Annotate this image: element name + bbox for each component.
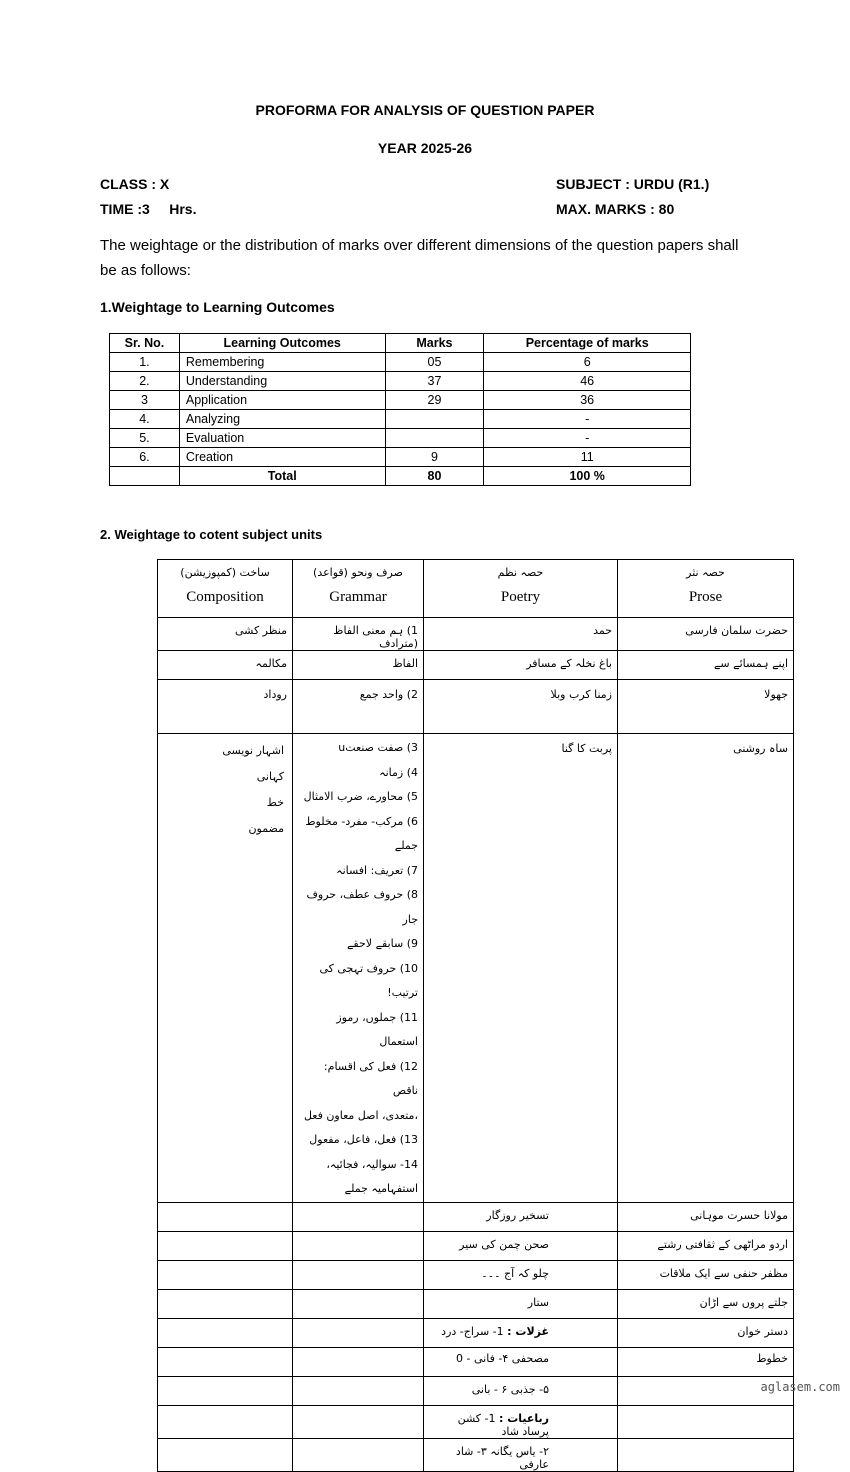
- table-header-row: [158, 560, 794, 618]
- header-marks: Marks: [385, 334, 484, 353]
- header-prose-urdu: حصہ نثر: [686, 566, 725, 579]
- list-item: 12) فعل کی اقسام: ناقص: [323, 1059, 418, 1097]
- cell-empty: [293, 1260, 424, 1289]
- cell-marks: 05: [385, 353, 484, 372]
- cell-poetry: صحن چمن کی سیر: [424, 1231, 618, 1260]
- cell-empty: [158, 1318, 293, 1347]
- cell-empty: [158, 1231, 293, 1260]
- header-composition-urdu: ساخت (کمپوزیشن): [180, 566, 270, 579]
- cell-empty: [158, 1260, 293, 1289]
- cell-sr: 1.: [110, 353, 180, 372]
- table-row: [158, 1289, 794, 1318]
- cell-percent: -: [484, 429, 691, 448]
- cell-total-label: Total: [179, 467, 385, 486]
- cell-grammar: 1) ہم معنی الفاظ (مترادف: [293, 618, 424, 651]
- cell-poetry: ۲- یاس یگانہ ۳- شاد عارفی: [424, 1438, 618, 1471]
- list-item: 10) حروف تہجی کی ترتیب!: [319, 961, 418, 999]
- cell-total-percent: 100 %: [484, 467, 691, 486]
- header-composition: [158, 560, 293, 618]
- table-row: [158, 1347, 794, 1376]
- cell-grammar-list: [293, 734, 424, 1203]
- header-poetry-english: Poetry: [500, 589, 541, 605]
- list-item: اشہار نویسی: [222, 744, 284, 757]
- cell-marks: [385, 410, 484, 429]
- cell-poetry: ۵- جذبی ۶ - بانی: [424, 1376, 618, 1405]
- cell-sr: 4.: [110, 410, 180, 429]
- cell-marks: 29: [385, 391, 484, 410]
- table-row: [158, 1405, 794, 1438]
- cell-total-marks: 80: [385, 467, 484, 486]
- list-item: مضمون: [248, 822, 284, 835]
- list-item: 9) سابقے لاحقے: [346, 937, 418, 950]
- table-row: [158, 1231, 794, 1260]
- cell-empty: [618, 1405, 794, 1438]
- cell-prose: مظفر حنفی سے ایک ملاقات: [618, 1260, 794, 1289]
- header-composition-english: Composition: [186, 589, 264, 605]
- table-row: [110, 353, 691, 372]
- cell-prose: حضرت سلمان فارسی: [618, 618, 794, 651]
- cell-prose: ساہ روشنی: [618, 734, 794, 1203]
- cell-poetry: باغ نخلہ کے مسافر: [424, 651, 618, 680]
- cell-prose: جلتے پروں سے اڑان: [618, 1289, 794, 1318]
- cell-empty: [293, 1231, 424, 1260]
- header-sr-no: Sr. No.: [110, 334, 180, 353]
- header-percentage: Percentage of marks: [484, 334, 691, 353]
- cell-percent: 11: [484, 448, 691, 467]
- cell-empty: [618, 1438, 794, 1471]
- cell-empty: [293, 1376, 424, 1405]
- cell-poetry: حمد: [424, 618, 618, 651]
- cell-poetry: ستار: [424, 1289, 618, 1318]
- cell-empty: [158, 1438, 293, 1471]
- cell-poetry: چلو کہ آج ۔۔۔: [424, 1260, 618, 1289]
- list-item: 13) فعل، فاعل، مفعول: [309, 1133, 418, 1146]
- cell-sr: 5.: [110, 429, 180, 448]
- table-row: [158, 1376, 794, 1405]
- cell-prose: مولانا حسرت موہانی: [618, 1202, 794, 1231]
- cell-composition-list: [158, 734, 293, 1203]
- cell-empty: [158, 1405, 293, 1438]
- table-row: [158, 618, 794, 651]
- max-marks-label: MAX. MARKS : 80: [556, 201, 675, 217]
- cell-poetry: [424, 1405, 618, 1438]
- list-item: خط: [266, 796, 284, 809]
- total-row: [110, 467, 691, 486]
- intro-paragraph: The weightage or the distribution of marks over different dimensions of the question papers shall be as follows:: [100, 237, 739, 279]
- list-item: 3) صفت صنعتu: [338, 741, 418, 754]
- cell-empty: [293, 1347, 424, 1376]
- table-row: [158, 651, 794, 680]
- cell-prose: خطوط: [618, 1347, 794, 1376]
- cell-grammar: 2) واحد جمع: [293, 680, 424, 734]
- cell-empty: [158, 1289, 293, 1318]
- cell-empty: [293, 1405, 424, 1438]
- list-item: 6) مرکب- مفرد- مخلوط جملے: [305, 814, 418, 852]
- cell-composition: روداد: [158, 680, 293, 734]
- list-item: 11) جملوں، رموز استعمال: [336, 1010, 418, 1048]
- cell-composition: منظر کشی: [158, 618, 293, 651]
- table-row: [158, 734, 794, 1203]
- cell-marks: 37: [385, 372, 484, 391]
- list-item: ،متعدی، اصل معاون فعل: [303, 1108, 418, 1122]
- cell-sr: 6.: [110, 448, 180, 467]
- table-row: [158, 1438, 794, 1471]
- cell-grammar: الفاظ: [293, 651, 424, 680]
- cell-empty: [293, 1438, 424, 1471]
- list-item: 8) حروف عطف، حروف جار: [306, 888, 418, 926]
- header-grammar-english: Grammar: [329, 589, 387, 605]
- rubai-poets: 1- کشن پرساد شاد: [457, 1411, 549, 1438]
- cell-marks: 9: [385, 448, 484, 467]
- cell-empty: [158, 1376, 293, 1405]
- section1-heading: 1.Weightage to Learning Outcomes: [100, 299, 335, 315]
- cell-percent: -: [484, 410, 691, 429]
- table-row: [110, 391, 691, 410]
- cell-prose: اردو مراٹھی کے ثقافتی رشتے: [618, 1231, 794, 1260]
- table-row: [158, 1202, 794, 1231]
- content-units-table: [157, 559, 794, 1472]
- table-row: [158, 680, 794, 734]
- footer-watermark: aglasem.com: [760, 1380, 840, 1394]
- cell-empty: [158, 1202, 293, 1231]
- section2-heading: 2. Weightage to cotent subject units: [100, 527, 323, 542]
- cell-sr: 3: [110, 391, 180, 410]
- subject-label: SUBJECT : URDU (R1.): [556, 176, 710, 192]
- cell-outcome: Application: [179, 391, 385, 410]
- ghazal-label: غزلات :: [507, 1324, 549, 1338]
- class-label: CLASS : X: [100, 176, 170, 192]
- cell-outcome: Analyzing: [179, 410, 385, 429]
- time-label: TIME :3 Hrs.: [100, 201, 197, 217]
- header-prose-english: Prose: [688, 589, 723, 605]
- header-learning-outcomes: Learning Outcomes: [179, 334, 385, 353]
- year-heading: YEAR 2025-26: [377, 140, 473, 156]
- table-header-row: [110, 334, 691, 353]
- cell-sr: 2.: [110, 372, 180, 391]
- cell-poetry: مصحفی ۴- فانی - 0: [424, 1347, 618, 1376]
- list-item: 5) محاورے، ضرب الامثال: [303, 790, 418, 803]
- cell-poetry: پربت کا گنا: [424, 734, 618, 1203]
- cell-empty: [158, 1347, 293, 1376]
- cell-outcome: Creation: [179, 448, 385, 467]
- header-grammar: [293, 560, 424, 618]
- table-row: [158, 1318, 794, 1347]
- cell-outcome: Evaluation: [179, 429, 385, 448]
- cell-poetry: زمنا کرب وبلا: [424, 680, 618, 734]
- cell-outcome: Understanding: [179, 372, 385, 391]
- learning-outcomes-table: [109, 333, 691, 486]
- list-item: 7) تعریف: افسانہ: [336, 863, 418, 877]
- table-row: [110, 448, 691, 467]
- table-row: [110, 410, 691, 429]
- cell-prose: دستر خوان: [618, 1318, 794, 1347]
- list-item: کہانی: [256, 770, 284, 783]
- list-item: 14- سوالیہ، فجائیہ، استفہامیہ جملے: [326, 1157, 418, 1195]
- cell-empty: [293, 1318, 424, 1347]
- cell-poetry: [424, 1318, 618, 1347]
- cell-percent: 46: [484, 372, 691, 391]
- header-poetry-urdu: حصہ نظم: [497, 566, 544, 579]
- cell-empty: [293, 1289, 424, 1318]
- cell-sr: [110, 467, 180, 486]
- cell-percent: 6: [484, 353, 691, 372]
- table-row: [158, 1260, 794, 1289]
- cell-composition: مکالمہ: [158, 651, 293, 680]
- table-row: [110, 429, 691, 448]
- cell-prose: جھولا: [618, 680, 794, 734]
- header-prose: [618, 560, 794, 618]
- rubai-label: رباعیات :: [498, 1411, 549, 1425]
- cell-percent: 36: [484, 391, 691, 410]
- list-item: 4) زمانہ: [379, 765, 418, 779]
- header-grammar-urdu: صرف ونحو (قواعد): [313, 566, 403, 579]
- page-title: PROFORMA FOR ANALYSIS OF QUESTION PAPER: [255, 102, 595, 118]
- table-row: [110, 372, 691, 391]
- cell-empty: [293, 1202, 424, 1231]
- header-poetry: [424, 560, 618, 618]
- ghazal-poets: 1- سراج- درد: [441, 1324, 504, 1338]
- cell-marks: [385, 429, 484, 448]
- cell-prose: اپنے ہمسائے سے: [618, 651, 794, 680]
- cell-poetry: تسخیر روزگار: [424, 1202, 618, 1231]
- cell-outcome: Remembering: [179, 353, 385, 372]
